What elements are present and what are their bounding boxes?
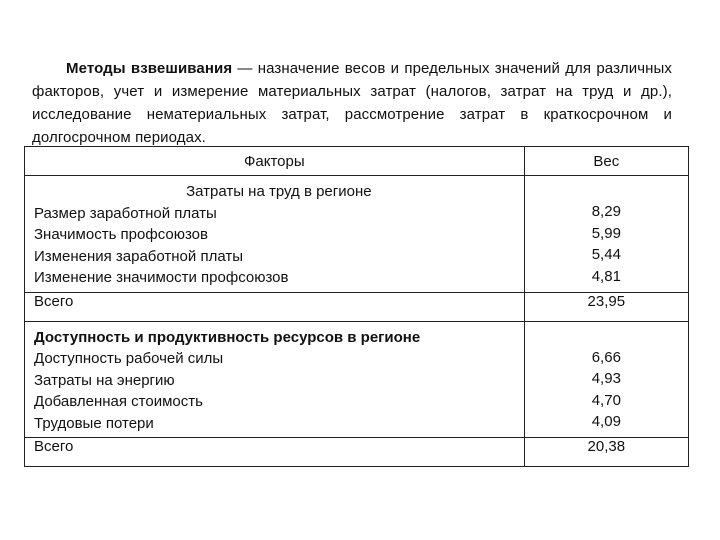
total-value: 20,38	[524, 438, 688, 467]
factor-row: Изменения заработной платы	[34, 247, 243, 265]
intro-term: Методы взвешивания	[66, 60, 233, 77]
weight-value: 4,70	[591, 391, 621, 409]
group-title-labor: Затраты на труд в регионе	[186, 183, 372, 200]
total-label: Всего	[25, 292, 525, 321]
header-factors: Факторы	[25, 147, 525, 176]
group-resources-factors	[25, 321, 525, 438]
total-label: Всего	[25, 438, 525, 467]
factor-row: Трудовые потери	[34, 414, 154, 432]
factor-row: Доступность рабочей силы	[34, 350, 224, 367]
weight-value: 4,09	[591, 413, 621, 430]
group-labor-costs	[25, 176, 689, 293]
group-labor-weights	[524, 176, 688, 293]
weight-value: 8,29	[591, 203, 621, 220]
total-row-labor	[25, 292, 689, 321]
weight-value: 5,44	[591, 246, 621, 263]
total-row-resources	[25, 438, 689, 467]
weight-value: 5,99	[591, 224, 621, 242]
header-weight: Вес	[524, 147, 688, 176]
factor-row: Добавленная стоимость	[34, 393, 203, 410]
group-title-resources: Доступность и продуктивность ресурсов в регионе	[34, 328, 421, 346]
factors-weight-table	[24, 146, 689, 467]
weight-value: 4,93	[591, 370, 621, 387]
factor-row: Значимость профсоюзов	[34, 226, 208, 243]
total-value: 23,95	[524, 292, 688, 321]
table-header-row	[25, 147, 689, 176]
intro-paragraph	[32, 57, 672, 149]
group-labor-factors	[25, 176, 525, 293]
factor-row: Размер заработной платы	[34, 204, 217, 222]
weight-value: 4,81	[591, 267, 621, 285]
intro-text: — назначение весов и предельных значений для различных факторов, учет и измерение материальных затрат (налогов, затрат на труд и др.), исследование нематериальных затрат, рассмотрение затрат в краткосрочном и долгосрочном периодах.	[32, 60, 673, 146]
weight-value: 6,66	[591, 348, 621, 366]
group-resources-weights	[524, 321, 688, 438]
factor-row: Затраты на энергию	[34, 371, 175, 389]
group-resources	[25, 321, 689, 438]
factor-row: Изменение значимости профсоюзов	[34, 269, 289, 286]
